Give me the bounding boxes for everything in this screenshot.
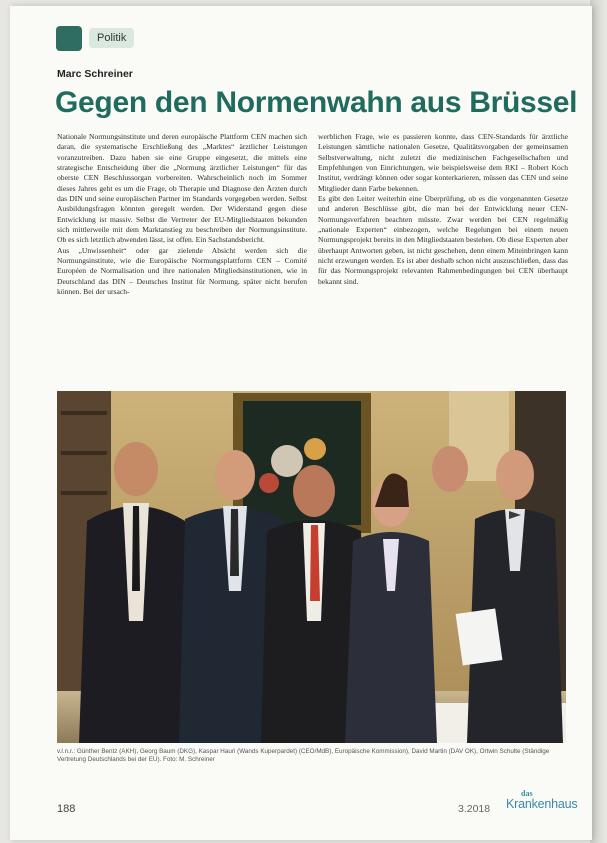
article-headline: Gegen den Normenwahn aus Brüssel <box>55 86 578 119</box>
section-label: Politik <box>89 28 134 48</box>
logo-text-main: Krankenhaus <box>506 797 578 811</box>
magazine-logo <box>499 789 578 815</box>
page-edge <box>590 0 607 843</box>
group-photo <box>57 391 566 743</box>
paragraph: Nationale Normungsinstitute und deren europäische Plattform CEN machen sich daran, die systematische Erschließung des „Marktes“ ärztlicher Leistungen voranzutreiben. Dazu haben sie eine Gruppe eingesetzt, die mittels eine strategische Entscheidung über die „Normung ärztlicher Leistungen“ für das oberste CEN Beschlussorgan vorbereiten. Wahrscheinlich noch im Sommer dieses Jahres geht es um die Frage, ob Therapie und Diagnose den Ärzten durch das DIN und seine europäischen Partner im Standards vorgegeben werden. Selbst Ausbildungsfragen könnten geregelt werden. Der Widerstand gegen diese Entwicklung ist massiv. Selbst die Vertreter der EU-Mitgliedstaaten bekunden sich mittlerweile mit dem Marktanstieg zu beschreiben der Normungsinstitute. Ob es sich letztlich abwenden lässt, ist offen. Ein Sachstandsbericht. <box>57 132 307 245</box>
text-column-left <box>57 132 307 298</box>
group-photo-illustration <box>57 391 566 743</box>
text-column-right <box>318 132 568 287</box>
paragraph: Aus „Unwissenheit“ oder gar zielende Absicht werden sich die Normungsinstitute, wie die Europäische Normungsplattform CEN – Comité Européen de Normalisation und ihre nationalen Mitgliedsinstitutionen, wie in Deutschland das DIN – Deutsches Institut für Normung, später nicht berufen können. Bei der ursach- <box>57 245 307 297</box>
paragraph: Es gibt den Leiter weiterhin eine Überprüfung, ob es die vorgenannten Gesetze und anderen Beschlüsse gibt, die man bei der Entwicklung neuer CEN-Normungsverfahren beachten müsste. Zwar werden bei CEN regelmäßig „nationale Experten“ einbezogen, welche Regelungen bei einem neuen Normungsprojekt bereits in den Mitgliedstaaten bestehen. Ob diese Experten aber überhaupt Antworten geben, ist nicht geschehen, denn einem Miteinbringen kann nicht erzwungen werden. Es ist aber deshalb schon nicht auszuschließen, dass das für das Normungsprojekt relevanten Rahmenbedingungen bei CEN überhaupt bekannt sind. <box>318 194 568 286</box>
issue-number: 3.2018 <box>458 803 491 815</box>
paragraph: werblichen Frage, wie es passieren konnte, dass CEN-Standards für ärztliche Leistungen sämtliche nationalen Gesetze, Qualitätsvorgaben der gemeinsamen Selbstverwaltung, nicht zuletzt die medizinischen Fachgesellschaften und Empfehlungen von Einrichtungen, wie beispielsweise dem RKI – Robert Koch Institut, verdrängt können oder sogar konterkarieren, müssen das CEN und seine Mitglieder dann Farbe bekennen. <box>318 132 568 193</box>
logo-text-top: das <box>521 789 533 798</box>
section-color-marker <box>56 26 82 51</box>
author-name: Marc Schreiner <box>57 68 133 80</box>
page-number: 188 <box>57 803 76 815</box>
photo-caption: v.l.n.r.: Günther Bentz (AKH), Georg Baum (DKG), Kaspar Hauri (Wands Kuperpardet) (CEO/MdB), Europäische Kommission), David Martin (DAV OK), Ortwin Schulte (Ständige Vertretung Deutschlands bei der EU). Foto: M. Schreiner <box>57 748 550 764</box>
